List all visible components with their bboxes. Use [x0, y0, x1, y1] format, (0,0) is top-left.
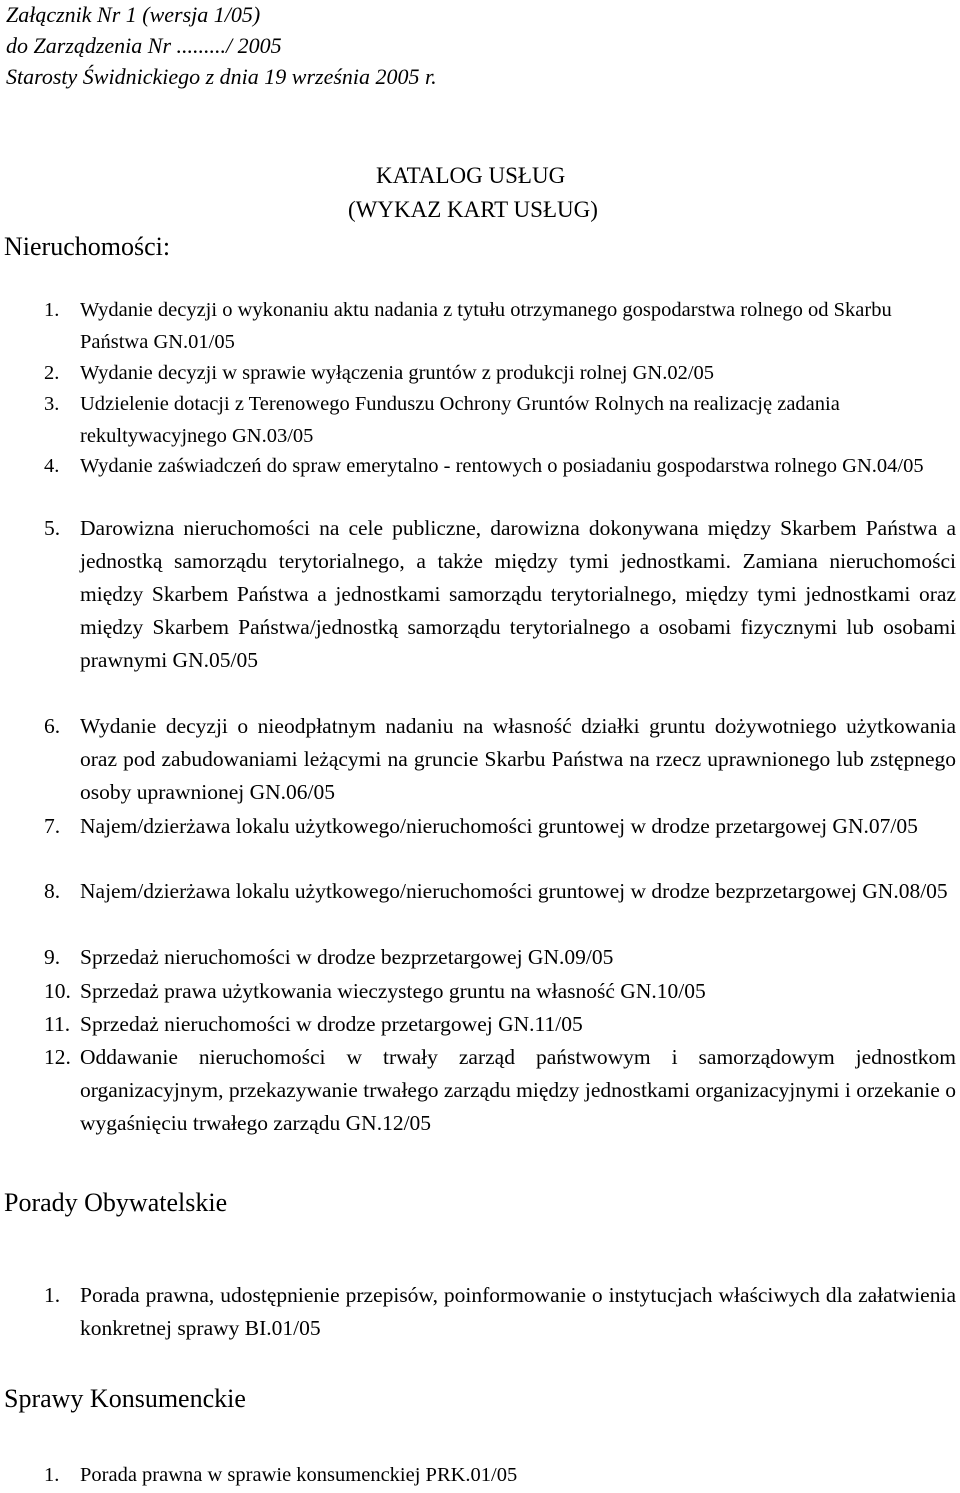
list-item-number: 9. — [44, 945, 61, 969]
header-line-2: do Zarządzenia Nr ........./ 2005 — [6, 33, 282, 58]
list-item-number: 7. — [44, 814, 61, 838]
list-item-number: 1. — [44, 299, 60, 321]
section-heading-nieruchomosci: Nieruchomości: — [4, 232, 171, 261]
catalog-subtitle: (WYKAZ KART USŁUG) — [348, 197, 598, 222]
header-line-3: Starosty Świdnickiego z dnia 19 września 2005 r. — [6, 64, 437, 89]
list-item-text: Udzielenie dotacji z Terenowego Funduszu Ochrony Gruntów Rolnych na realizację zadania rekultywacyjnego GN.03/05 — [80, 393, 840, 447]
list-item-text: Oddawanie nieruchomości w trwały zarząd państwowym i samorządowym jednostkom organizacyjnym, przekazywanie trwałego zarządu między jednostkami organizacyjnymi i orzekanie o wygaśnięciu trwałego zarządu GN.12/05 — [80, 1045, 956, 1135]
section-heading-porady: Porady Obywatelskie — [4, 1188, 228, 1217]
list-item-text: Porada prawna, udostępnienie przepisów, poinformowanie o instytucjach właściwych dla załatwienia konkretnej sprawy BI.01/05 — [80, 1283, 956, 1340]
list-item-text: Sprzedaż prawa użytkowania wieczystego gruntu na własność GN.10/05 — [80, 979, 706, 1003]
list-item-number: 1. — [44, 1464, 60, 1486]
list-item-text: Darowizna nieruchomości na cele publiczne, darowizna dokonywana między Skarbem Państwa a jednostką samorządu terytorialnego, a także między tymi jednostkami. Zamiana nieruchomości między Skarbem Państwa a jednostkami samorządu terytorialnego, między tymi jednostkami oraz między Skarbem Państwa/jednostką samorządu terytorialnego a osobami fizycznymi lub osobami prawnymi GN.05/05 — [80, 516, 956, 672]
list-item-number: 4. — [44, 455, 60, 477]
list-item-text: Wydanie decyzji o wykonaniu aktu nadania z tytułu otrzymanego gospodarstwa rolnego od Skarbu Państwa GN.01/05 — [80, 299, 892, 353]
list-item-number: 8. — [44, 879, 61, 903]
list-item-text: Sprzedaż nieruchomości w drodze przetargowej GN.11/05 — [80, 1012, 583, 1036]
list-item-number: 6. — [44, 714, 61, 738]
list-item-text: Wydanie decyzji w sprawie wyłączenia gruntów z produkcji rolnej GN.02/05 — [80, 362, 715, 384]
list-item-number: 1. — [44, 1283, 61, 1307]
list-item-number: 5. — [44, 516, 61, 540]
list-item-number: 11. — [44, 1012, 71, 1036]
list-item-text: Najem/dzierżawa lokalu użytkowego/nieruchomości gruntowej w drodze przetargowej GN.07/05 — [80, 814, 918, 838]
list-item-text: Sprzedaż nieruchomości w drodze bezprzetargowej GN.09/05 — [80, 945, 614, 969]
list-item-text: Wydanie decyzji o nieodpłatnym nadaniu na własność działki gruntu dożywotniego użytkowania oraz pod zabudowaniami leżącymi na gruncie Skarbu Państwa na rzecz uprawnionego lub zstępnego osoby uprawnionej GN.06/05 — [80, 714, 956, 804]
list-item-text: Porada prawna w sprawie konsumenckiej PRK.01/05 — [80, 1464, 518, 1486]
list-item-number: 3. — [44, 393, 60, 415]
list-item-number: 2. — [44, 362, 60, 384]
header-line-1: Załącznik Nr 1 (wersja 1/05) — [6, 2, 261, 27]
catalog-title: KATALOG USŁUG — [376, 163, 566, 188]
section-heading-konsumenckie: Sprawy Konsumenckie — [4, 1384, 246, 1413]
list-item-number: 12. — [44, 1045, 71, 1069]
list-item-text: Wydanie zaświadczeń do spraw emerytalno - rentowych o posiadaniu gospodarstwa rolnego GN.04/05 — [80, 455, 924, 477]
list-item-number: 10. — [44, 979, 71, 1003]
list-item-text: Najem/dzierżawa lokalu użytkowego/nieruchomości gruntowej w drodze bezprzetargowej GN.08/05 — [80, 879, 948, 903]
